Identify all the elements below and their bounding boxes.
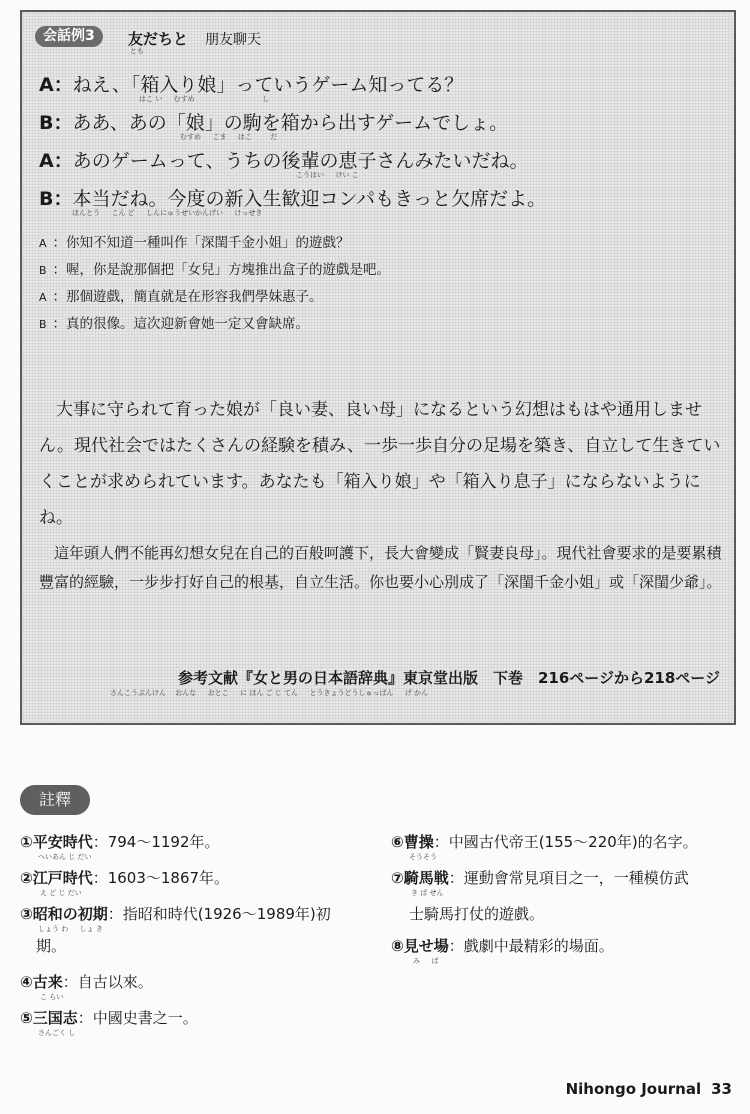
note-ruby: き ば せん: [411, 889, 444, 897]
note-text: ：指昭和時代(1926〜1989年)初: [107, 905, 331, 923]
note-text: ：中國史書之一。: [77, 1009, 198, 1027]
reference-ruby: さんこうぶんけん おんな おとこ に ほん ご じ てん とうきょうどうしゅっぱん げ かん: [110, 689, 429, 697]
note-text: ：自古以來。: [62, 973, 153, 991]
note-ruby: そうそう: [409, 853, 437, 861]
dialogue-topic-ruby: とも: [130, 47, 144, 55]
reference-citation: 参考文献『女と男の日本語辞典』東京堂出版 下巻 216ページから218ページ: [177, 669, 720, 687]
speaker-label: B：: [39, 188, 73, 210]
speaker-label: A: [39, 291, 47, 304]
note-term: ④古来: [20, 973, 63, 991]
translation-line-4: [39, 312, 309, 332]
note-ruby: み ば: [413, 957, 439, 965]
note-item: [20, 831, 220, 852]
note-ruby: え ど じ だい: [40, 889, 82, 897]
page-number: 33: [711, 1080, 732, 1098]
note-ruby: しょう わ しょ き: [38, 925, 103, 933]
line-text: ああ、あの「娘」の駒を箱から出すゲームでしょ。: [72, 112, 509, 134]
line-2-furigana: むすめ こま はこ だ: [180, 133, 278, 141]
speaker-label: A：: [39, 150, 73, 172]
journal-name: Nihongo Journal: [565, 1080, 702, 1098]
note-term: ⑦騎馬戦: [391, 869, 449, 887]
line-text: ：你知不知道一種叫作「深閨千金小姐」的遊戲？: [52, 235, 350, 251]
note-item: [20, 1007, 198, 1028]
note-ruby: こ らい: [40, 993, 64, 1001]
note-text: ：794〜1192年。: [92, 833, 220, 851]
note-text: ：1603〜1867年。: [92, 869, 230, 887]
line-4-furigana: ほんとう こん ど しんにゅうせいかんげい けっせき: [72, 209, 263, 217]
dialogue-tag: 会話例3: [35, 26, 103, 47]
translation-line-1: [39, 231, 350, 251]
translation-line-3: [39, 285, 323, 305]
speaker-label: B: [39, 264, 47, 277]
note-item: [20, 867, 229, 888]
dialogue-line-2: [39, 108, 508, 135]
line-3-furigana: こうはい けい こ: [296, 171, 359, 179]
essay-japanese: 大事に守られて育った娘が「良い妻、良い母」になるという幻想はもはや通用しません。現代社会ではたくさんの経験を積み、一歩一歩自分の足場を築き、自立して生きていくことが求められています。あなたも「箱入り娘」や「箱入り息子」にならないようにね。: [39, 400, 721, 528]
note-continuation: 士騎馬打仗的遊戲。: [409, 905, 545, 923]
speaker-label: A：: [39, 74, 73, 96]
dialogue-line-4: [39, 184, 546, 211]
line-text: ：真的很像。這次迎新會她一定又會缺席。: [52, 316, 310, 332]
translation-line-2: [39, 258, 390, 278]
speaker-label: B: [39, 318, 47, 331]
page-footer: [566, 1080, 732, 1098]
note-term: ⑧見せ場: [391, 937, 449, 955]
speaker-label: A: [39, 237, 47, 250]
dialogue-line-3: [39, 146, 529, 173]
note-term: ①平安時代: [20, 833, 93, 851]
notes-heading: 註釋: [20, 785, 90, 815]
note-item: [391, 935, 614, 956]
note-term: ③昭和の初期: [20, 905, 108, 923]
dialogue-topic-zh: 朋友聊天: [205, 32, 261, 48]
note-item: [391, 867, 689, 888]
line-text: ：喔，你是說那個把「女兒」方塊推出盒子的遊戲是吧。: [52, 262, 391, 278]
line-text: あのゲームって、うちの後輩の恵子さんみたいだね。: [72, 150, 529, 172]
note-text: ：中國古代帝王(155〜220年)的名字。: [433, 833, 698, 851]
note-ruby: へいあん じ だい: [38, 853, 92, 861]
note-item: [20, 971, 153, 992]
note-item: [20, 903, 331, 924]
dialogue-line-1: [39, 70, 463, 97]
dialogue-topic: 友だちと: [128, 30, 189, 48]
speaker-label: B：: [39, 112, 73, 134]
line-1-furigana: はこ い むすめ し: [139, 95, 270, 103]
essay-chinese: 這年頭人們不能再幻想女兒在自己的百般呵護下，長大會變成「賢妻良母」。現代社會要求的是要累積豐富的經驗，一步步打好自己的根基，自立生活。你也要小心別成了「深閨千金小姐」或「深閨少爺」。: [39, 544, 722, 591]
note-text: ：運動會常見項目之一，一種模仿武: [448, 869, 689, 887]
line-text: ねえ、「箱入り娘」っていうゲーム知ってる？: [72, 74, 464, 96]
note-item: [391, 831, 698, 852]
note-continuation: 期。: [36, 937, 67, 955]
note-term: ⑤三国志: [20, 1009, 78, 1027]
note-term: ②江戸時代: [20, 869, 93, 887]
note-text: ：戲劇中最精彩的場面。: [448, 937, 614, 955]
note-term: ⑥曹操: [391, 833, 434, 851]
dialogue-box: [20, 10, 736, 725]
note-ruby: さんごく し: [38, 1029, 76, 1037]
line-text: ：那個遊戲，簡直就是在形容我們學妹惠子。: [52, 289, 323, 305]
line-text: 本当だね。今度の新入生歓迎コンパもきっと欠席だよ。: [72, 188, 547, 210]
